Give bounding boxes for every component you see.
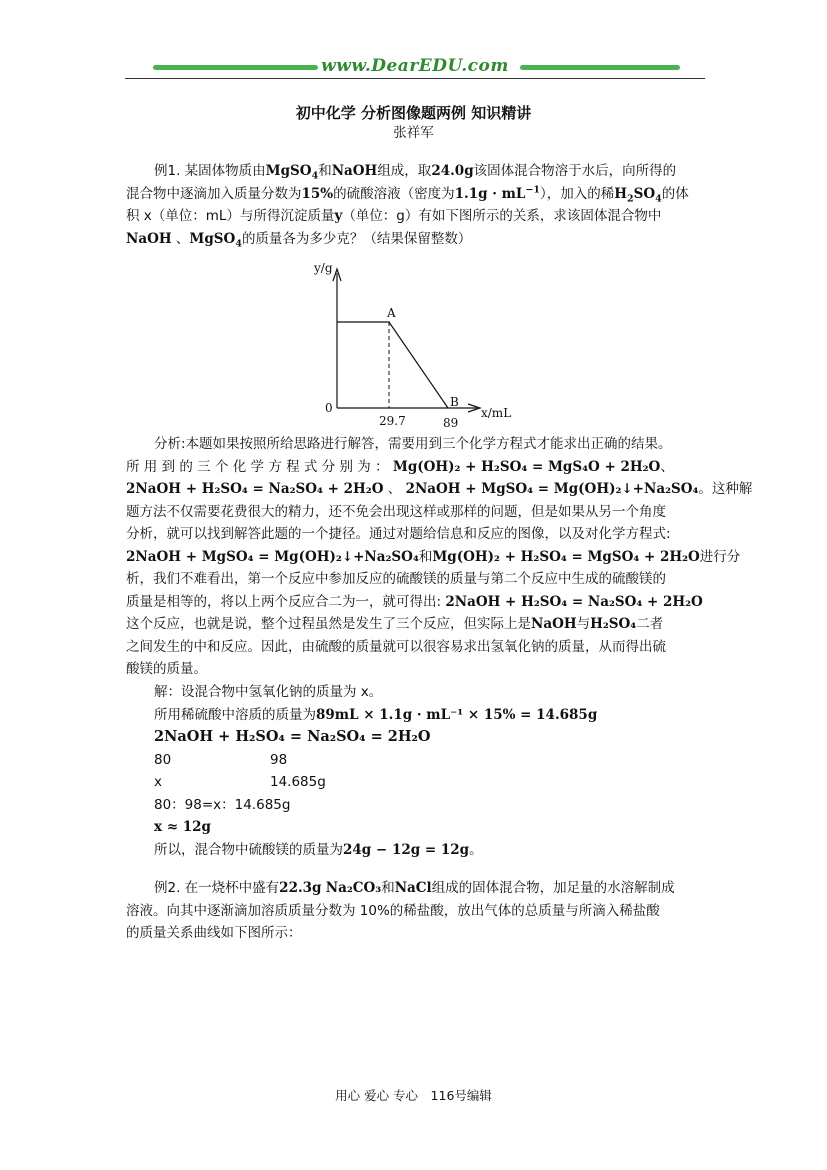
page-header: [125, 56, 705, 80]
point-b-label: B: [450, 395, 459, 409]
example-2: [126, 877, 706, 945]
ex2-text: 组成的固体混合物，加足量的水溶解制成: [431, 880, 675, 896]
analysis-text: 与: [576, 616, 591, 632]
example-1: [126, 160, 706, 250]
solute-mass-equation: 89mL × 1.1g · mL⁻¹ × 15% = 14.685g: [316, 706, 598, 723]
variable-y: y: [334, 208, 343, 224]
tick-89: 89: [443, 416, 459, 430]
page-title: 初中化学 分析图像题两例 知识精讲: [295, 104, 532, 122]
solution-text: 。: [469, 841, 483, 858]
mass-fraction: 15%: [301, 185, 334, 202]
ex1-text: 和: [318, 163, 332, 179]
ex1-text: ），加入的稀: [540, 185, 615, 202]
analysis-text: 。这种解: [698, 481, 753, 497]
analysis-line: 题方法不仅需要花费很大的精力，还不免会出现这样或那样的问题，但是如果从另一个角度: [126, 503, 666, 520]
formula-naoh: NaOH: [126, 230, 172, 247]
analysis-text: 所 用 到 的 三 个 化 学 方 程 式 分 别 为 ：: [126, 458, 389, 475]
analysis-text: 质量是相等的，将以上两个反应合二为一，就可得出:: [126, 593, 442, 610]
ex1-text: 例1. 某固体物质由: [154, 163, 266, 179]
solution: [126, 681, 706, 861]
site-logo[interactable]: www.DearEDU.com: [321, 56, 509, 76]
proportion: 80：98=x：14.685g: [154, 796, 291, 813]
analysis-text: 、: [660, 458, 674, 475]
formula-naoh: NaOH: [331, 163, 378, 179]
precipitate-graph: [300, 255, 530, 435]
solution-text: 所用稀硫酸中溶质的质量为: [154, 706, 316, 723]
formula-mgso4: MgSO$_4$: [189, 230, 242, 250]
tick-29-7: 29.7: [379, 414, 406, 428]
ratio-value: 14.685g: [270, 774, 326, 790]
ex1-text: 组成，取: [377, 163, 432, 179]
origin-label: 0: [325, 401, 333, 415]
formula-nacl: NaCl: [394, 880, 432, 896]
equation-4: 2NaOH + MgSO₄ = Mg(OH)₂↓+Na₂SO₄: [126, 548, 419, 565]
analysis-text: 二者: [636, 616, 664, 632]
page-footer: 用心 爱心 专心 116号编辑: [335, 1088, 492, 1103]
analysis-line: 分析:本题如果按照所给思路进行解答，需要用到三个化学方程式才能求出正确的结果。: [154, 436, 672, 452]
result-x: x ≈ 12g: [154, 819, 211, 835]
result-mgso4: 24g − 12g = 12g: [343, 841, 470, 858]
ratio-value: 80: [154, 751, 172, 768]
analysis-text: 、: [383, 481, 402, 497]
analysis-line: 析，我们不难看出，第一个反应中参加反应的硫酸镁的质量与第二个反应中生成的硫酸镁的: [126, 571, 666, 587]
ex2-text: 例2. 在一烧杯中盛有: [154, 880, 280, 896]
equation-1: Mg(OH)₂ + H₂SO₄ = MgS₄O + 2H₂O: [392, 458, 661, 475]
ex1-text: 、: [171, 230, 190, 247]
equation-3: 2NaOH + MgSO₄ = Mg(OH)₂↓+Na₂SO₄: [405, 481, 699, 497]
ex1-text: 的体: [661, 185, 689, 202]
ratio-value: 98: [270, 751, 288, 768]
solution-line: 解：设混合物中氢氧化钠的质量为 x。: [154, 684, 383, 700]
ratio-value: x: [154, 774, 162, 790]
ex2-line: 溶液。向其中逐渐滴加溶质质量分数为 10%的稀盐酸，放出气体的总质量与所滴入稀盐酸: [126, 902, 660, 919]
formula-mgso4: MgSO$_4$: [265, 163, 319, 182]
ex1-text: 的硫酸溶液（密度为: [333, 185, 455, 202]
formula-naoh: NaOH: [531, 616, 577, 632]
analysis-line: 酸镁的质量。: [126, 661, 207, 677]
point-a-label: A: [387, 306, 396, 320]
formula-na2co3: Na₂CO₃: [325, 880, 382, 896]
header-rule: [125, 78, 705, 79]
equation-2: 2NaOH + H₂SO₄ = Na₂SO₄ + 2H₂O: [126, 481, 384, 497]
x-axis-label: x/mL: [481, 406, 512, 420]
y-axis-label: y/g: [314, 261, 333, 275]
ex1-text: 积 x（单位：mL）与所得沉淀质量: [126, 208, 335, 224]
ex2-line: 的质量关系曲线如下图所示：: [126, 925, 302, 941]
analysis: [126, 433, 753, 681]
author: 张祥军: [393, 125, 434, 141]
analysis-line: 之间发生的中和反应。因此，由硫酸的质量就可以很容易求出氢氧化钠的质量，从而得出硫: [126, 638, 666, 655]
curve: [337, 322, 448, 408]
ex1-text: 混合物中逐滴加入质量分数为: [126, 185, 302, 202]
formula-h2so4: $H_2SO_4$: [614, 185, 662, 205]
analysis-text: 进行分: [699, 548, 741, 565]
solution-text: 所以，混合物中硫酸镁的质量为: [154, 841, 343, 858]
analysis-text: 这个反应，也就是说，整个过程虽然是发生了三个反应，但实际上是: [126, 616, 531, 632]
analysis-line: 分析，就可以找到解答此题的一个捷径。通过对题给信息和反应的图像，以及对化学方程式:: [126, 526, 671, 542]
ex1-text: 该固体混合物溶于水后，向所得的: [473, 163, 677, 179]
equation-5: Mg(OH)₂ + H₂SO₄ = MgSO₄ + 2H₂O: [432, 548, 700, 565]
ex1-text: （单位：g）有如下图所示的关系，求该固体混合物中: [342, 208, 662, 224]
sample-mass: 22.3g: [279, 880, 322, 896]
equation-6: 2NaOH + H₂SO₄ = Na₂SO₄ + 2H₂O: [445, 593, 703, 610]
ex1-text: 的质量各为多少克？（结果保留整数）: [241, 230, 472, 247]
formula-h2so4: H₂SO₄: [590, 616, 637, 632]
ex2-text: 和: [381, 880, 395, 896]
density-value: $1.1g \cdot mL^{-1}$: [454, 184, 541, 202]
analysis-text: 和: [418, 548, 433, 565]
solution-equation: 2NaOH + H₂SO₄ = Na₂SO₄ = 2H₂O: [154, 728, 431, 745]
sample-mass: 24.0g: [431, 163, 474, 179]
